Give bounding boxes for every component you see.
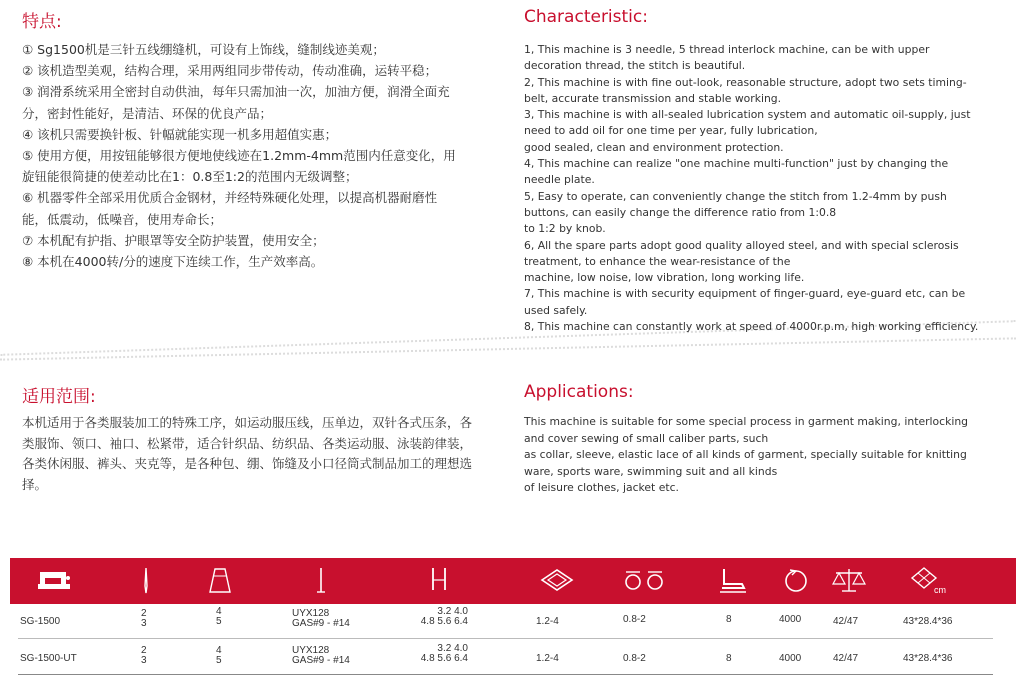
en-features-list bbox=[524, 42, 994, 335]
row-divider bbox=[18, 674, 993, 675]
en-feature-item: 2, This machine is with fine out-look, reasonable structure, adopt two sets timing- belt, accurate transmission and stable working. bbox=[524, 75, 967, 105]
zh-feature-line: ④ 该机只需要换针板、针幅就能实现一机多用超值实惠； bbox=[22, 126, 338, 142]
gauge-value: 4.8 5.6 6.4 bbox=[420, 653, 468, 664]
en-feature-item: 5, Easy to operate, can conveniently change the stitch from 1.2-4mm by push buttons, can easily change the difference ratio from 1:0.8 to 1:2 by knob. bbox=[524, 189, 947, 236]
model-cell: SG-1500 bbox=[20, 616, 61, 627]
lift-cell: 8 bbox=[726, 653, 732, 664]
row-divider bbox=[18, 638, 993, 639]
zh-feature-line: 旋钮能很简捷的使差动比在1：0.8至1:2的范围内无级调整； bbox=[22, 169, 358, 185]
needles-cell bbox=[141, 646, 147, 666]
speed-cell: 4000 bbox=[779, 653, 802, 664]
needles-cell bbox=[141, 609, 147, 629]
threads-value: 5 bbox=[216, 616, 222, 627]
en-feature-item: 3, This machine is with all-sealed lubrication system and automatic oil-supply, just need to add oil for one time per year, fully lubrication, good sealed, clean and environment protection. bbox=[524, 108, 971, 154]
needles-value: 3 bbox=[141, 618, 147, 629]
gauge-value: 4.8 5.6 6.4 bbox=[420, 616, 468, 627]
gauge-cell bbox=[408, 644, 468, 664]
zh-feature-line: ③ 润滑系统采用全密封自动供油，每年只需加油一次，加油方便，润滑全面充 bbox=[22, 84, 450, 100]
model-cell: SG-1500-UT bbox=[20, 653, 77, 664]
thread-cone-icon bbox=[208, 566, 232, 594]
en-feature-item: 1, This machine is 3 needle, 5 thread interlock machine, can be with upper decoration thread, the stitch is beautiful. bbox=[524, 43, 930, 73]
needles-value: 3 bbox=[141, 655, 147, 666]
zh-features-list bbox=[22, 39, 482, 272]
weight-cell: 42/47 bbox=[833, 653, 859, 664]
weight-cell: 42/47 bbox=[833, 616, 859, 627]
en-applications-heading: Applications: bbox=[524, 382, 634, 402]
table-row bbox=[10, 607, 995, 637]
zh-applications-heading: 适用范围: bbox=[22, 387, 96, 407]
needle-gauge-icon bbox=[428, 566, 450, 594]
zh-feature-line: 能，低震动，低噪音，使用寿命长； bbox=[22, 211, 223, 227]
zh-feature-line: ⑧ 本机在4000转/分的速度下连续工作，生产效率高。 bbox=[22, 254, 324, 270]
threads-value: 4 bbox=[216, 606, 222, 617]
en-feature-item: 4, This machine can realize "one machine multi-function" just by changing the needle plate. bbox=[524, 157, 949, 187]
needles-value: 2 bbox=[141, 645, 147, 656]
gauge-value: 3.2 4.0 bbox=[437, 606, 468, 617]
weight-scale-icon bbox=[832, 566, 866, 594]
zh-applications-text: 本机适用于各类服装加工的特殊工序，如运动服压线，压单边，双针各式压条，各类服饰、领口、袖口、松紧带，适合针织品、纺织品、各类运动服、泳装韵律装，各类休闲服、裤头、夹克等，是各种包、绷、饰缝及小口径筒式制品加工的理想选择。 bbox=[22, 415, 473, 492]
table-row bbox=[10, 643, 995, 673]
speed-cell: 4000 bbox=[779, 614, 802, 625]
needle-type-value: UYX128 bbox=[292, 645, 330, 656]
threads-cell bbox=[216, 607, 222, 627]
threads-cell bbox=[216, 646, 222, 666]
en-feature-item: 7, This machine is with security equipment of finger-guard, eye-guard etc, can be used safely. bbox=[524, 287, 966, 317]
en-features-heading: Characteristic: bbox=[524, 7, 648, 27]
differential-feed-icon bbox=[622, 566, 666, 594]
stitch-length-icon bbox=[538, 566, 576, 594]
zh-feature-line: ⑤ 使用方便，用按钮能够很方便地使线迹在1.2mm-4mm范围内任意变化，用 bbox=[22, 148, 456, 164]
lift-cell: 8 bbox=[726, 614, 732, 625]
size-cell: 43*28.4*36 bbox=[903, 616, 953, 627]
needles-value: 2 bbox=[141, 608, 147, 619]
threads-value: 4 bbox=[216, 645, 222, 656]
cm-unit-label: cm bbox=[934, 585, 946, 595]
en-applications-text: This machine is suitable for some special process in garment making, interlocking and cover sewing of small caliber parts, such as collar, sleeve, elastic lace of all kinds of garment, specially suitable for knitting ware, sports ware, swimming suit and all kinds of leisure clothes, jacket etc. bbox=[524, 415, 969, 494]
needle-type-icon bbox=[314, 566, 328, 594]
zh-feature-line: ⑥ 机器零件全部采用优质合金钢材，并经特殊硬化处理，以提高机器耐磨性 bbox=[22, 190, 438, 206]
stitch-cell: 1.2-4 bbox=[536, 653, 559, 664]
zh-features-heading: 特点: bbox=[22, 12, 62, 32]
needle-type-cell bbox=[292, 646, 350, 666]
zh-feature-line: ② 该机造型美观，结构合理，采用两组同步带传动，传动准确，运转平稳； bbox=[22, 63, 438, 79]
diff-cell: 0.8-2 bbox=[623, 614, 646, 625]
zh-feature-line: 分，密封性能好，是清洁、环保的优良产品； bbox=[22, 105, 273, 121]
packing-size-icon bbox=[910, 566, 960, 596]
needle-type-value: UYX128 bbox=[292, 608, 330, 619]
needle-type-value: GAS#9 - #14 bbox=[292, 618, 350, 629]
sewing-machine-icon bbox=[36, 566, 72, 594]
gauge-cell bbox=[408, 607, 468, 627]
speed-dial-icon bbox=[782, 566, 810, 594]
zh-feature-line: ① Sg1500机是三针五线绷缝机，可设有上饰线，缝制线迹美观； bbox=[22, 42, 385, 57]
needle-icon bbox=[141, 566, 151, 594]
diff-cell: 0.8-2 bbox=[623, 653, 646, 664]
zh-feature-line: ⑦ 本机配有护指、护眼罩等安全防护装置，使用安全； bbox=[22, 232, 325, 248]
presser-foot-lift-icon bbox=[718, 566, 748, 594]
threads-value: 5 bbox=[216, 655, 222, 666]
gauge-value: 3.2 4.0 bbox=[437, 643, 468, 654]
en-feature-item: 6, All the spare parts adopt good quality alloyed steel, and with special sclerosis treatment, to enhance the wear-resistance of the machine, low noise, low vibration, long working life. bbox=[524, 238, 959, 285]
needle-type-value: GAS#9 - #14 bbox=[292, 655, 350, 666]
stitch-cell: 1.2-4 bbox=[536, 616, 559, 627]
size-cell: 43*28.4*36 bbox=[903, 653, 953, 664]
en-feature-item: 8, This machine can constantly work at speed of 4000r.p.m, high working efficiency. bbox=[524, 320, 979, 334]
needle-type-cell bbox=[292, 609, 350, 629]
spec-table-header bbox=[10, 558, 1016, 604]
